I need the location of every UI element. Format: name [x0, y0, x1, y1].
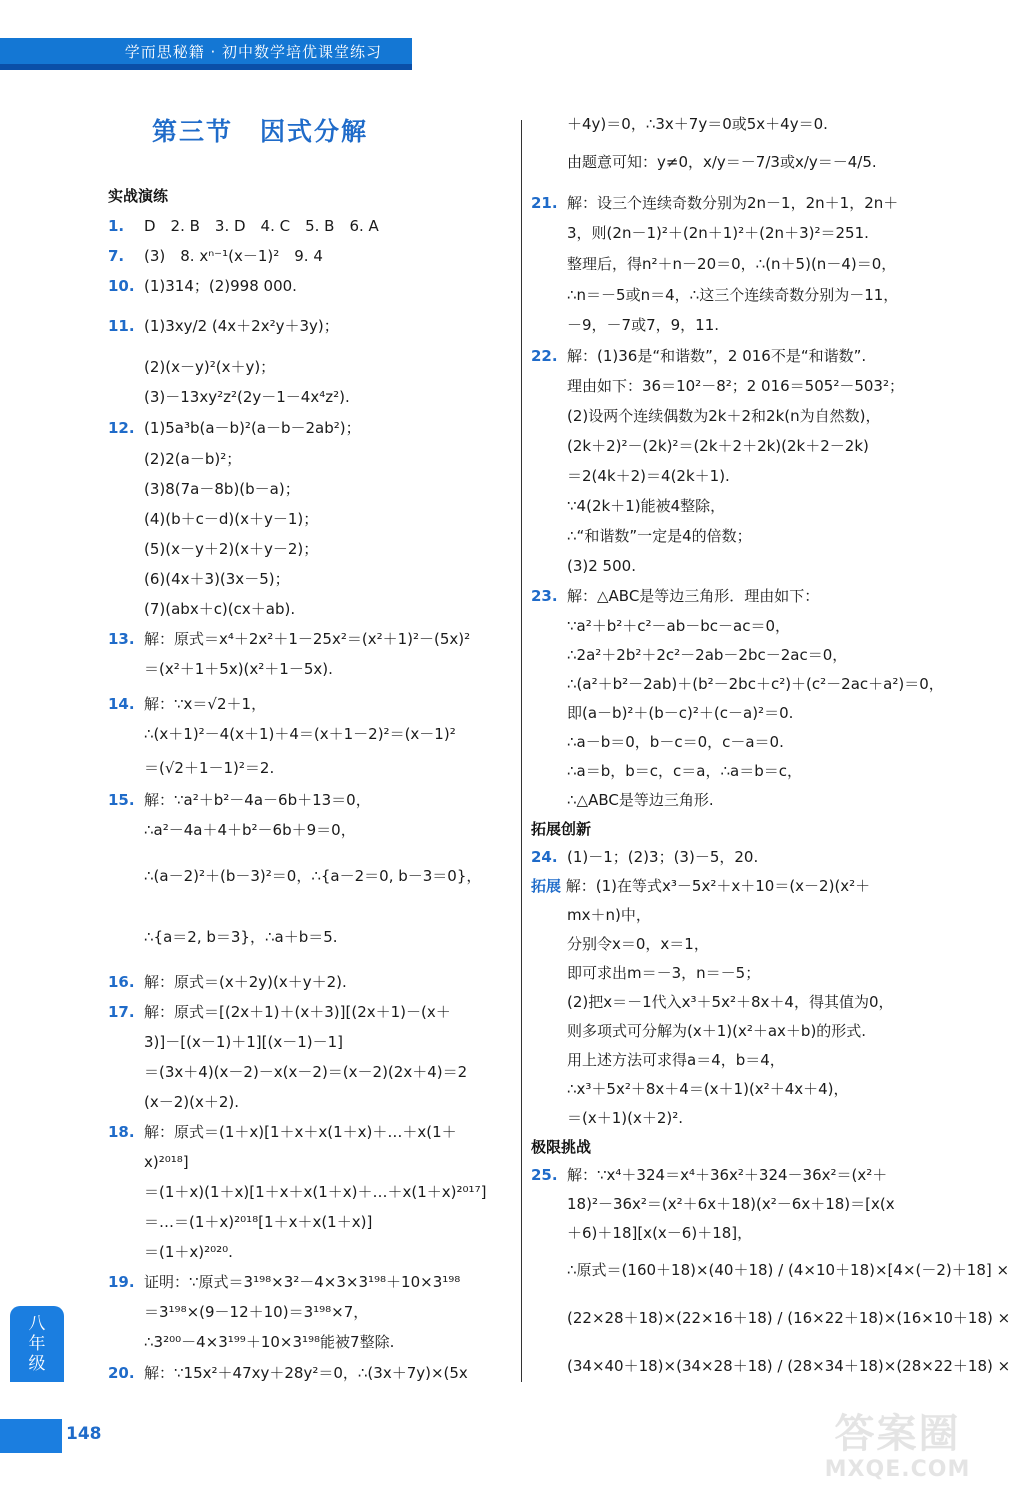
text-line: ＝(x²＋1＋5x)(x²＋1－5x).: [144, 660, 333, 678]
problem-number: 25.: [531, 1166, 558, 1184]
grade-tab: 八年级: [10, 1306, 64, 1382]
text-line: 整理后，得n²＋n－20＝0，∴(n＋5)(n－4)＝0，: [567, 255, 897, 273]
problem-number: 22.: [531, 347, 558, 365]
text-line: ＝(x＋1)(x＋2)².: [567, 1109, 684, 1127]
text-line: 18)²－36x²＝(x²＋6x＋18)(x²－6x＋18)＝[x(x: [567, 1195, 895, 1213]
text-line: [531, 874, 941, 898]
text-line: ＝2(4k＋2)＝4(2k＋1).: [567, 467, 730, 485]
line-text: (1)3xy/2 (4x＋2x²y＋3y)；: [144, 317, 339, 335]
text-line: (6)(4x＋3)(3x－5)；: [144, 570, 290, 588]
text-line: ∴a²－4a＋4＋b²－6b＋9＝0，: [144, 821, 356, 839]
text-line: ∴{a＝2, b＝3}，∴a＋b＝5.: [144, 928, 338, 946]
text-line: ∴△ABC是等边三角形.: [567, 791, 714, 809]
line-text: 解：原式＝(1＋x)[1＋x＋x(1＋x)＋…＋x(1＋: [144, 1123, 457, 1141]
text-line: [108, 416, 516, 440]
text-line: [108, 244, 516, 268]
problem-number: 19.: [108, 1273, 135, 1291]
text-line: ∴2a²＋2b²＋2c²－2ab－2bc－2ac＝0，: [567, 646, 848, 664]
banner-text: 学而思秘籍 · 初中数学培优课堂练习: [124, 42, 382, 61]
line-text: (1)－1；(2)3；(3)－5，20.: [567, 848, 759, 866]
line-text: 解：原式＝[(2x＋1)＋(x＋3)][(2x＋1)－(x＋: [144, 1003, 451, 1021]
line-text: 证明：∵原式＝3¹⁹⁸×3²－4×3×3¹⁹⁸＋10×3¹⁹⁸: [144, 1273, 461, 1291]
text-line: (3)8(7a－8b)(b－a)；: [144, 480, 300, 498]
text-line: －9，－7或7，9，11.: [567, 316, 720, 334]
line-text: 解：∵15x²＋47xy＋28y²＝0，∴(3x＋7y)×(5x: [144, 1364, 468, 1382]
text-line: x)²⁰¹⁸]: [144, 1153, 189, 1171]
problem-number: 11.: [108, 317, 135, 335]
text-line: (3)－13xy²z²(2y－1－4x⁴z²).: [144, 388, 350, 406]
text-line: 3，则(2n－1)²＋(2n＋1)²＋(2n＋3)²＝251.: [567, 224, 869, 242]
text-line: [108, 627, 516, 651]
watermark-url: MXQE.COM: [824, 1457, 971, 1482]
problem-number: 23.: [531, 587, 558, 605]
text-line: ∴(a²＋b²－2ab)＋(b²－2bc＋c²)＋(c²－2ac＋a²)＝0，: [567, 675, 944, 693]
line-text: 解：(1)在等式x³－5x²＋x＋10＝(x－2)(x²＋: [561, 877, 871, 895]
text-line: 理由如下：36＝10²－8²；2 016＝505²－503²；: [567, 377, 904, 395]
text-line: [531, 191, 941, 215]
column-divider: [521, 120, 522, 1382]
text-line: (7)(abx＋c)(cx＋ab).: [144, 600, 296, 618]
problem-number: 10.: [108, 277, 135, 295]
problem-number: 14.: [108, 695, 135, 713]
text-line: ＋4y)＝0，∴3x＋7y＝0或5x＋4y＝0.: [567, 115, 828, 133]
text-line: [108, 214, 516, 238]
text-line: ∴3²⁰⁰－4×3¹⁹⁹＋10×3¹⁹⁸能被7整除.: [144, 1333, 395, 1351]
text-line: 则多项式可分解为(x＋1)(x²＋ax＋b)的形式.: [567, 1022, 867, 1040]
text-line: (2)设两个连续偶数为2k＋2和2k(n为自然数)，: [567, 407, 881, 425]
problem-number: 7.: [108, 247, 125, 265]
text-line: (2)把x＝－1代入x³＋5x²＋8x＋4，得其值为0，: [567, 993, 894, 1011]
text-line: 由题意可知：y≠0，x/y＝－7/3或x/y＝－4/5.: [567, 153, 877, 171]
text-line: (4)(b＋c－d)(x＋y－1)；: [144, 510, 319, 528]
problem-number: 12.: [108, 419, 135, 437]
text-line: 极限挑战: [531, 1138, 592, 1156]
text-line: ∴(a－2)²＋(b－3)²＝0，∴{a－2＝0, b－3＝0}，: [144, 867, 482, 885]
text-line: ∴(x＋1)²－4(x＋1)＋4＝(x＋1－2)²＝(x－1)²: [144, 725, 456, 743]
text-line: 即可求出m＝－3，n＝－5；: [567, 964, 761, 982]
line-text: 解：△ABC是等边三角形．理由如下：: [567, 587, 820, 605]
section-tag: 拓展: [531, 877, 562, 895]
line-text: 解：原式＝(x＋2y)(x＋y＋2).: [144, 973, 347, 991]
page-number: 148: [66, 1424, 102, 1444]
problem-number: 24.: [531, 848, 558, 866]
text-line: [108, 788, 516, 812]
text-line: 分别令x＝0，x＝1，: [567, 935, 709, 953]
header-banner: [0, 38, 412, 70]
line-text: 解：∵a²＋b²－4a－6b＋13＝0，: [144, 791, 371, 809]
line-text: 解：原式＝x⁴＋2x²＋1－25x²＝(x²＋1)²－(5x)²: [144, 630, 471, 648]
text-line: 实战演练: [108, 187, 169, 205]
text-line: 用上述方法可求得a＝4，b＝4，: [567, 1051, 785, 1069]
text-line: [108, 314, 516, 338]
text-line: ＝(3x＋4)(x－2)－x(x－2)＝(x－2)(2x＋4)＝2: [144, 1063, 468, 1081]
text-line: (5)(x－y＋2)(x＋y－2)；: [144, 540, 319, 558]
text-line: 拓展创新: [531, 820, 592, 838]
text-line: 即(a－b)²＋(b－c)²＋(c－a)²＝0.: [567, 704, 794, 722]
text-line: (x－2)(x＋2).: [144, 1093, 240, 1111]
text-line: ＋6)＋18][x(x－6)＋18]，: [567, 1224, 753, 1242]
text-line: (34×40＋18)×(34×28＋18) / (28×34＋18)×(28×22＋18) ×: [567, 1357, 1010, 1375]
problem-number: 13.: [108, 630, 135, 648]
text-line: ∴n＝－5或n＝4，∴这三个连续奇数分别为－11，: [567, 286, 899, 304]
watermark: [800, 1412, 995, 1492]
text-line: (3)2 500.: [567, 557, 636, 575]
text-line: [108, 1361, 516, 1385]
text-line: [531, 584, 941, 608]
text-line: (2)2(a－b)²；: [144, 450, 242, 468]
line-text: D 2. B 3. D 4. C 5. B 6. A: [144, 217, 379, 235]
text-line: [531, 845, 941, 869]
text-line: ＝(√2＋1－1)²＝2.: [144, 759, 275, 777]
line-text: (3) 8. xⁿ⁻¹(x－1)² 9. 4: [144, 247, 323, 265]
text-line: ∴x³＋5x²＋8x＋4＝(x＋1)(x²＋4x＋4)，: [567, 1080, 849, 1098]
text-line: (22×28＋18)×(22×16＋18) / (16×22＋18)×(16×10＋18) ×: [567, 1309, 1010, 1327]
line-text: 解：(1)36是“和谐数”，2 016不是“和谐数”.: [567, 347, 867, 365]
text-line: [108, 970, 516, 994]
text-line: ＝3¹⁹⁸×(9－12＋10)＝3¹⁹⁸×7，: [144, 1303, 369, 1321]
problem-number: 18.: [108, 1123, 135, 1141]
text-line: ∴原式＝(160＋18)×(40＋18) / (4×10＋18)×[4×(－2)＋18] ×: [567, 1261, 1010, 1279]
problem-number: 21.: [531, 194, 558, 212]
text-line: [108, 1000, 516, 1024]
line-text: 解：∵x＝√2＋1，: [144, 695, 267, 713]
page-title: 第三节 因式分解: [151, 117, 368, 146]
text-line: ∵a²＋b²＋c²－ab－bc－ac＝0，: [567, 617, 791, 635]
problem-number: 17.: [108, 1003, 135, 1021]
problem-number: 15.: [108, 791, 135, 809]
text-line: ＝(1＋x)(1＋x)[1＋x＋x(1＋x)＋…＋x(1＋x)²⁰¹⁷]: [144, 1183, 487, 1201]
text-line: 3)]－[(x－1)＋1][(x－1)－1]: [144, 1033, 343, 1051]
text-line: [108, 1270, 516, 1294]
line-text: 解：设三个连续奇数分别为2n－1，2n＋1，2n＋: [567, 194, 899, 212]
problem-number: 1.: [108, 217, 125, 235]
watermark-logo-text: 答案圈: [834, 1411, 961, 1457]
line-text: 解：∵x⁴＋324＝x⁴＋36x²＋324－36x²＝(x²＋: [567, 1166, 888, 1184]
text-line: [108, 692, 516, 716]
page-number-bar: [0, 1419, 62, 1453]
text-line: (2k＋2)²－(2k)²＝(2k＋2＋2k)(2k＋2－2k): [567, 437, 869, 455]
text-line: [108, 1120, 516, 1144]
problem-number: 16.: [108, 973, 135, 991]
text-line: (2)(x－y)²(x＋y)；: [144, 358, 276, 376]
text-line: ∴a－b＝0，b－c＝0，c－a＝0.: [567, 733, 784, 751]
line-text: (1)314；(2)998 000.: [144, 277, 297, 295]
text-line: [531, 344, 941, 368]
text-line: ∵4(2k＋1)能被4整除，: [567, 497, 726, 515]
text-line: ＝…＝(1＋x)²⁰¹⁸[1＋x＋x(1＋x)]: [144, 1213, 373, 1231]
problem-number: 20.: [108, 1364, 135, 1382]
text-line: [531, 1163, 941, 1187]
text-line: ∴a＝b，b＝c，c＝a，∴a＝b＝c，: [567, 762, 802, 780]
text-line: mx＋n)中，: [567, 906, 651, 924]
line-text: (1)5a³b(a－b)²(a－b－2ab²)；: [144, 419, 361, 437]
text-line: [108, 274, 516, 298]
text-line: ∴“和谐数”一定是4的倍数；: [567, 527, 752, 545]
text-line: ＝(1＋x)²⁰²⁰.: [144, 1243, 233, 1261]
